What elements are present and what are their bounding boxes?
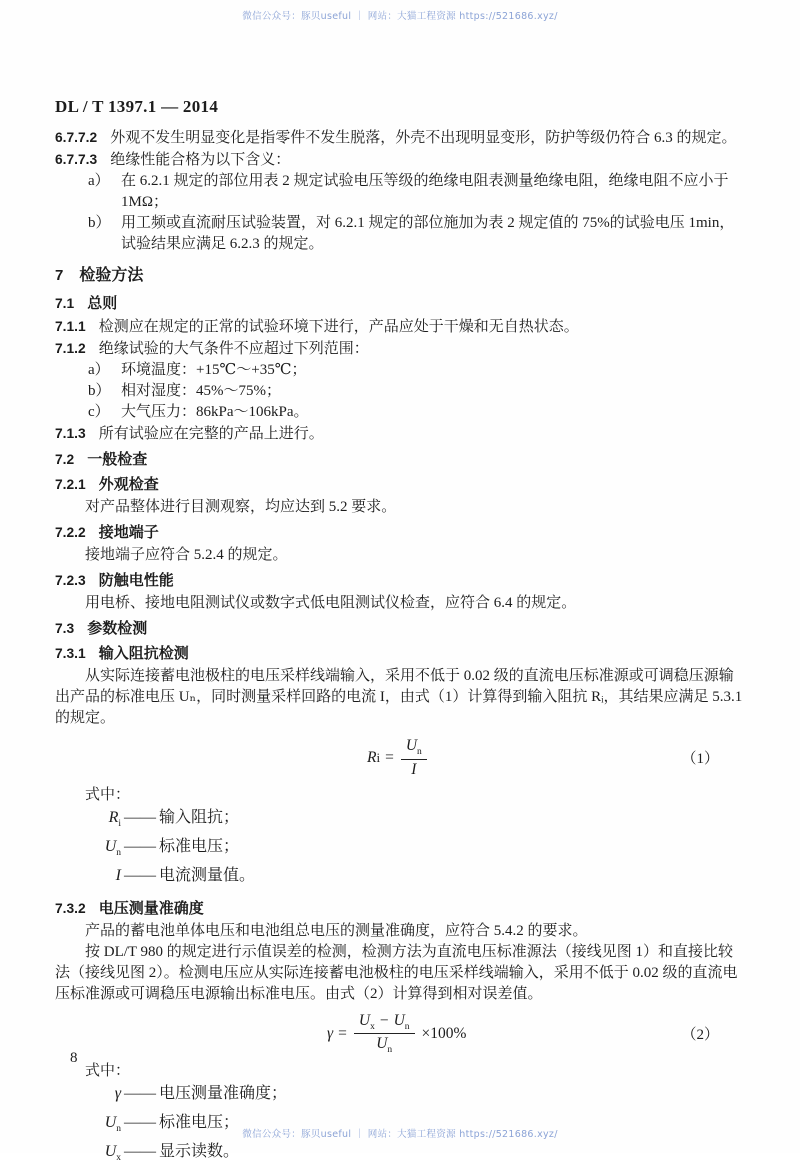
formula-1-expression bbox=[367, 735, 429, 781]
fraction-denominator bbox=[376, 1034, 392, 1055]
clause-7-3-1-body: 从实际连接蓄电池极柱的电压采样线端输入，采用不低于 0.02 级的直流电压标准源或可调稳压源输出产品的标准电压 Uₙ，同时测量采样回路的电流 I，由式（1）计算得到输入阻抗 Rᵢ，其结果应满足 5.3.1 的规定。 bbox=[55, 668, 743, 726]
clause-text: 外观不发生明显变化是指零件不发生脱落，外壳不出现明显变形，防护等级仍符合 6.3 的规定。 bbox=[110, 130, 737, 146]
watermark-top: 微信公众号：豚贝useful ｜ 网站：大猫工程资源 https://521686.xyz/ bbox=[242, 11, 558, 22]
clause-number: 7.1.3 bbox=[55, 426, 86, 441]
section-7-2-heading bbox=[55, 449, 745, 470]
fraction bbox=[354, 1012, 415, 1055]
definition-text: 电压测量准确度； bbox=[159, 1084, 288, 1102]
clause-text: 所有试验应在完整的产品上进行。 bbox=[98, 426, 324, 442]
formula-variable: U bbox=[358, 1011, 371, 1029]
clause-number: 7.1.2 bbox=[55, 341, 86, 356]
clause-6-7-7-2 bbox=[55, 127, 745, 149]
list-item-a bbox=[55, 360, 745, 381]
formula-variable: I bbox=[115, 867, 121, 885]
formula-subscript: n bbox=[387, 1045, 393, 1056]
equation-number: （1） bbox=[681, 751, 719, 767]
formula-subscript: n bbox=[417, 747, 422, 758]
definition-line bbox=[55, 1083, 745, 1111]
doc-code: DL / T 1397.1 — 2014 bbox=[55, 97, 219, 116]
item-text: 相对湿度：45%～75%； bbox=[121, 383, 281, 399]
times-percent: ×100% bbox=[421, 1024, 467, 1042]
item-label: a） bbox=[88, 173, 110, 189]
formula-subscript: n bbox=[116, 848, 121, 859]
formula-subscript: n bbox=[116, 1123, 121, 1134]
item-text: 在 6.2.1 规定的部位用表 2 规定试验电压等级的绝缘电阻表测量绝缘电阻，绝缘电阻不应小于 1MΩ； bbox=[121, 173, 729, 210]
clause-text: 绝缘性能合格为以下含义： bbox=[110, 152, 291, 168]
definition-line bbox=[55, 865, 745, 893]
item-label: a） bbox=[88, 362, 110, 378]
list-item-a bbox=[55, 171, 745, 213]
formula-variable: U bbox=[104, 838, 117, 856]
formula-subscript: n bbox=[404, 1022, 410, 1033]
section-7-2-2-heading bbox=[55, 522, 745, 543]
definition-variable bbox=[93, 807, 121, 835]
definition-dash: —— bbox=[124, 838, 156, 856]
definition-dash: —— bbox=[124, 1142, 156, 1160]
definition-variable bbox=[93, 865, 121, 893]
equation-number: （2） bbox=[681, 1026, 719, 1043]
item-label: b） bbox=[88, 383, 111, 399]
section-7-1-heading bbox=[55, 293, 745, 314]
definition-text: 标准电压； bbox=[159, 838, 240, 856]
clause-number: 7.1 bbox=[55, 296, 75, 311]
fraction-denominator: I bbox=[411, 760, 417, 778]
clause-number: 6.7.7.3 bbox=[55, 152, 98, 167]
clause-6-7-7-3 bbox=[55, 149, 745, 171]
formula-variable: R bbox=[108, 809, 119, 826]
clause-number: 7.1.1 bbox=[55, 319, 86, 334]
clause-7-2-2-body: 接地端子应符合 5.2.4 的规定。 bbox=[85, 547, 288, 563]
clause-7-1-2 bbox=[55, 338, 745, 360]
document-content bbox=[55, 96, 745, 1170]
definition-variable bbox=[93, 1083, 121, 1111]
list-item-c bbox=[55, 402, 745, 423]
list-item-b bbox=[55, 381, 745, 402]
formula-1 bbox=[55, 735, 745, 781]
clause-number: 7 bbox=[55, 267, 64, 284]
item-text: 用工频或直流耐压试验装置，对 6.2.1 规定的部位施加为表 2 规定值的 75%的试验电压 1min，试验结果应满足 6.2.3 的规定。 bbox=[121, 215, 735, 252]
item-label: c） bbox=[88, 404, 110, 420]
section-title: 电压测量准确度 bbox=[98, 899, 204, 917]
section-7-3-1-heading bbox=[55, 643, 745, 664]
section-title: 防触电性能 bbox=[98, 572, 174, 589]
clause-7-1-3 bbox=[55, 423, 745, 445]
formula-subscript: x bbox=[370, 1022, 375, 1033]
clause-number: 7.2.1 bbox=[55, 477, 86, 492]
definition-text: 显示读数。 bbox=[159, 1142, 240, 1160]
clause-number: 7.2 bbox=[55, 452, 75, 467]
definition-text: 标准电压； bbox=[159, 1113, 240, 1131]
section-7-2-3-heading bbox=[55, 570, 745, 591]
clause-text: 绝缘试验的大气条件不应超过下列范围： bbox=[98, 341, 369, 357]
where-intro: 式中： bbox=[85, 787, 131, 803]
clause-text: 检测应在规定的正常的试验环境下进行，产品应处于干燥和无自热状态。 bbox=[98, 319, 579, 335]
formula-subscript: i bbox=[118, 819, 121, 830]
section-title: 参数检测 bbox=[87, 620, 148, 637]
formula-variable: U bbox=[393, 1011, 405, 1029]
definition-variable bbox=[93, 836, 121, 864]
clause-7-1-1 bbox=[55, 316, 745, 338]
fraction-numerator bbox=[354, 1012, 415, 1034]
clause-number: 7.2.3 bbox=[55, 573, 86, 588]
formula-variable: U bbox=[376, 1035, 388, 1053]
section-title: 总则 bbox=[87, 295, 118, 312]
definition-dash: —— bbox=[124, 867, 156, 885]
section-7-2-1-heading bbox=[55, 474, 745, 495]
formula-2 bbox=[55, 1011, 745, 1057]
clause-7-3-2-body1: 产品的蓄电池单体电压和电池组总电压的测量准确度，应符合 5.4.2 的要求。 bbox=[85, 922, 588, 939]
section-title: 输入阻抗检测 bbox=[98, 645, 189, 662]
formula-variable: γ bbox=[114, 1084, 121, 1102]
item-text: 大气压力：86kPa～106kPa。 bbox=[121, 404, 309, 420]
clause-number: 7.3.1 bbox=[55, 646, 86, 661]
section-title: 外观检查 bbox=[98, 476, 159, 493]
fraction-numerator bbox=[401, 737, 427, 759]
section-7-heading bbox=[55, 265, 745, 287]
section-title: 接地端子 bbox=[98, 524, 159, 541]
definition-dash: —— bbox=[124, 1084, 156, 1102]
clause-number: 7.3.2 bbox=[55, 900, 86, 916]
clause-7-3-2-body2: 按 DL/T 980 的规定进行示值误差的检测，检测方法为直流电压标准源法（接线见图 1）和直接比较法（接线见图 2）。检测电压应从实际连接蓄电池极柱的电压采样线端输入，采用不低于 0.02 级的直流电压标准源或可调稳压电源输出标准电压。由式（2）计算得到相对误差值。 bbox=[55, 943, 738, 1002]
clause-number: 7.2.2 bbox=[55, 525, 86, 540]
definition-text: 输入阻抗； bbox=[159, 809, 240, 826]
list-item-b bbox=[55, 213, 745, 255]
item-label: b） bbox=[88, 215, 111, 231]
equals-sign: = bbox=[385, 749, 394, 766]
clause-number: 7.3 bbox=[55, 621, 75, 636]
formula-subscript: i bbox=[376, 750, 381, 765]
formula-variable: γ bbox=[327, 1024, 334, 1042]
section-title: 检验方法 bbox=[79, 267, 144, 284]
where-intro: 式中： bbox=[85, 1062, 131, 1079]
formula-subscript: x bbox=[116, 1153, 121, 1164]
definition-dash: —— bbox=[124, 1113, 156, 1131]
section-7-3-2-heading bbox=[55, 898, 745, 919]
definition-line bbox=[55, 836, 745, 864]
section-title: 一般检查 bbox=[87, 451, 148, 468]
fraction bbox=[401, 737, 427, 778]
formula-variable: R bbox=[367, 749, 377, 766]
formula-variable: U bbox=[104, 1113, 117, 1131]
definition-dash: —— bbox=[124, 809, 156, 826]
definition-text: 电流测量值。 bbox=[159, 867, 256, 885]
definition-line bbox=[55, 1141, 745, 1169]
section-7-3-heading bbox=[55, 618, 745, 639]
clause-7-2-3-body: 用电桥、接地电阻测试仪或数字式低电阻测试仪检查，应符合 6.4 的规定。 bbox=[85, 595, 577, 611]
formula-2-expression bbox=[327, 1011, 466, 1057]
definition-variable bbox=[93, 1141, 121, 1169]
equals-sign: = bbox=[338, 1024, 347, 1042]
formula-variable: U bbox=[104, 1142, 117, 1160]
watermark-bottom: 微信公众号：豚贝useful ｜ 网站：大猫工程资源 https://521686.xyz/ bbox=[242, 1129, 558, 1140]
definition-line bbox=[55, 807, 745, 835]
formula-variable: U bbox=[405, 737, 418, 755]
page-number: 8 bbox=[70, 1050, 78, 1066]
item-text: 环境温度：+15℃～+35℃； bbox=[121, 362, 307, 378]
clause-7-2-1-body: 对产品整体进行目测观察，均应达到 5.2 要求。 bbox=[85, 499, 397, 515]
minus-sign: − bbox=[379, 1011, 389, 1029]
clause-number: 6.7.7.2 bbox=[55, 130, 98, 145]
